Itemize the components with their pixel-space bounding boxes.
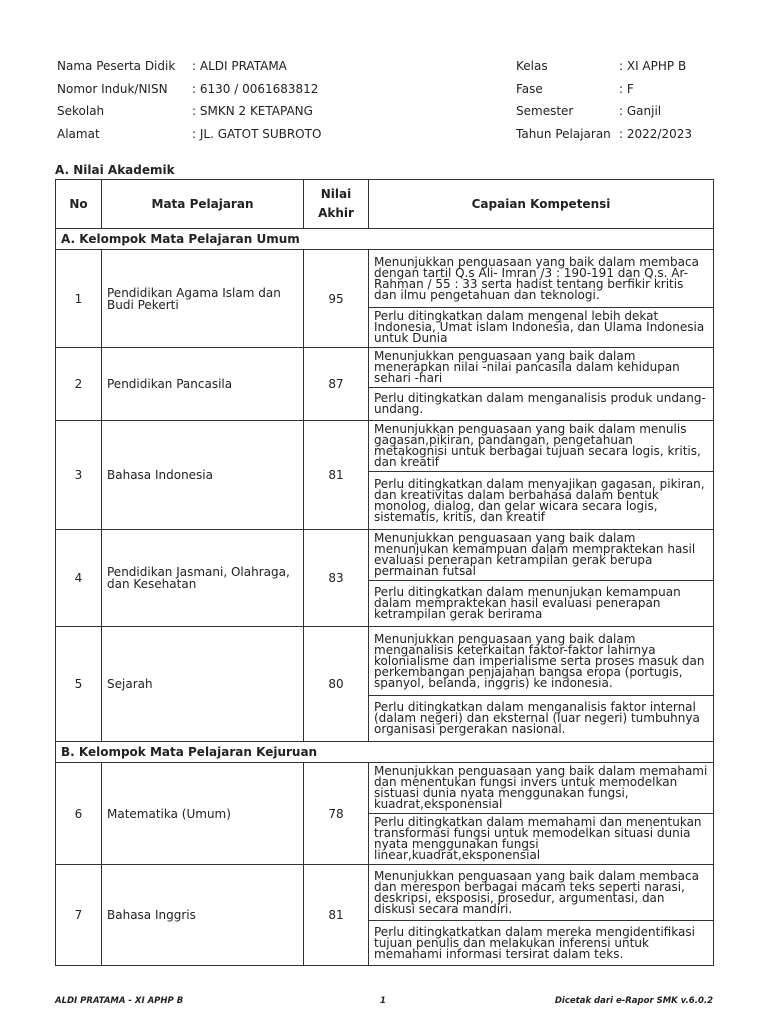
footer-student: ALDI PRATAMA - XI APHP B xyxy=(55,996,184,1006)
header-competency: Capaian Kompetensi xyxy=(369,180,714,229)
table-header-row xyxy=(56,180,714,229)
row-competency-strength: Menunjukkan penguasaan yang baik dalam membaca dan merespon berbagai macam teks seperti narasi, deskripsi, eksposisi, prosedur, argumentasi, dan diskusi secara mandiri. xyxy=(369,865,714,921)
info-row-address xyxy=(57,123,321,146)
row-score: 78 xyxy=(304,763,369,865)
row-no: 6 xyxy=(56,763,102,865)
row-subject: Sejarah xyxy=(102,627,304,742)
info-label: Tahun Pelajaran xyxy=(516,126,611,141)
info-value: : F xyxy=(619,81,634,96)
group-row xyxy=(56,229,714,250)
row-competency-strength: Menunjukkan penguasaan yang baik dalam menulis gagasan,pikiran, pandangan, pengetahuan metakognisi untuk berbagai tujuan secara logis, kritis, dan kreatif xyxy=(369,421,714,472)
group-title: B. Kelompok Mata Pelajaran Kejuruan xyxy=(56,742,714,763)
info-value: : SMKN 2 KETAPANG xyxy=(192,104,313,118)
row-score: 87 xyxy=(304,348,369,421)
row-competency-improve: Perlu ditingkatkan dalam menganalisis faktor internal (dalam negeri) dan eksternal (luar negeri) tumbuhnya organisasi pergerakan nasional. xyxy=(369,696,714,742)
info-label: Semester xyxy=(516,104,574,118)
row-score: 83 xyxy=(304,530,369,627)
student-info-left xyxy=(57,55,321,145)
row-no: 4 xyxy=(56,530,102,627)
group-title: A. Kelompok Mata Pelajaran Umum xyxy=(56,229,714,250)
info-value: : ALDI PRATAMA xyxy=(192,59,287,73)
row-no: 3 xyxy=(56,421,102,530)
info-value: : JL. GATOT SUBROTO xyxy=(192,126,322,141)
info-row-phase xyxy=(516,78,692,101)
table-row xyxy=(56,250,714,308)
header-subject: Mata Pelajaran xyxy=(102,180,304,229)
table-row xyxy=(56,421,714,472)
header-score-line2: Akhir xyxy=(318,206,354,220)
header-no: No xyxy=(56,180,102,229)
row-subject: Pendidikan Jasmani, Olahraga, dan Kesehatan xyxy=(102,530,304,627)
section-title: A. Nilai Akademik xyxy=(55,163,175,177)
group-row xyxy=(56,742,714,763)
info-label: Sekolah xyxy=(57,104,105,118)
info-row-class xyxy=(516,55,692,78)
info-value: : 2022/2023 xyxy=(619,126,692,141)
info-label: Alamat xyxy=(57,126,100,141)
row-subject: Matematika (Umum) xyxy=(102,763,304,865)
row-score: 81 xyxy=(304,865,369,966)
row-competency-strength: Menunjukkan penguasaan yang baik dalam memahami dan menentukan fungsi invers untuk memodelkan sistuasi dunia nyata menggunakan fungsi, kuadrat,eksponensial xyxy=(369,763,714,814)
info-row-school xyxy=(57,100,321,123)
info-value: : Ganjil xyxy=(619,104,662,118)
row-competency-strength: Menunjukkan penguasaan yang baik dalam membaca dengan tartil Q.s Ali- Imran /3 : 190-191 dan Q.s. Ar-Rahman / 55 : 33 serta hadist tentang berfikir kritis dan ilmu pengetahuan dan teknologi. xyxy=(369,250,714,308)
row-competency-improve: Perlu ditingkatkan dalam menyajikan gagasan, pikiran, dan kreativitas dalam berbahasa dalam bentuk monolog, dialog, dan gelar wicara secara logis, sistematis, kritis, dan kreatif xyxy=(369,472,714,530)
table-row xyxy=(56,530,714,581)
row-subject: Bahasa Inggris xyxy=(102,865,304,966)
row-score: 81 xyxy=(304,421,369,530)
info-label: Kelas xyxy=(516,59,548,73)
row-no: 5 xyxy=(56,627,102,742)
row-score: 95 xyxy=(304,250,369,348)
row-subject: Pendidikan Pancasila xyxy=(102,348,304,421)
info-row-name xyxy=(57,55,321,78)
table-row xyxy=(56,627,714,696)
row-competency-improve: Perlu ditingkatkan dalam memahami dan menentukan transformasi fungsi untuk memodelkan situasi dunia nyata menggunakan fungsi linear,kuadrat,eksponensial xyxy=(369,814,714,865)
row-competency-improve: Perlu ditingkatkatkan dalam mereka mengidentifikasi tujuan penulis dan melakukan inferensi untuk memahami informasi tersirat dalam teks. xyxy=(369,921,714,966)
row-subject: Pendidikan Agama Islam dan Budi Pekerti xyxy=(102,250,304,348)
row-score: 80 xyxy=(304,627,369,742)
footer-printed-by: Dicetak dari e-Rapor SMK v.6.0.2 xyxy=(554,996,713,1006)
info-label: Fase xyxy=(516,81,543,96)
row-competency-strength: Menunjukkan penguasaan yang baik dalam menunjukan kemampuan dalam mempraktekan hasil evaluasi penerapan ketrampilan gerak berupa permainan futsal xyxy=(369,530,714,581)
info-label: Nama Peserta Didik xyxy=(57,59,176,73)
header-score xyxy=(304,180,369,229)
info-label: Nomor Induk/NISN xyxy=(57,81,168,96)
row-competency-strength: Menunjukkan penguasaan yang baik dalam menerapkan nilai -nilai pancasila dalam kehidupan sehari -hari xyxy=(369,348,714,388)
grades-table xyxy=(55,179,714,966)
row-competency-improve: Perlu ditingkatkan dalam menganalisis produk undang-undang. xyxy=(369,388,714,421)
footer-page-number: 1 xyxy=(380,996,386,1006)
row-no: 2 xyxy=(56,348,102,421)
info-value: : XI APHP B xyxy=(619,59,687,73)
info-row-nisn xyxy=(57,78,321,101)
row-competency-improve: Perlu ditingkatkan dalam mengenal lebih dekat Indonesia, Umat islam Indonesia, dan Ulama Indonesia untuk Dunia xyxy=(369,308,714,348)
header-score-line1: Nilai xyxy=(320,187,352,201)
table-row xyxy=(56,865,714,921)
info-value: : 6130 / 0061683812 xyxy=(192,81,319,96)
student-info-right xyxy=(516,55,692,145)
table-row xyxy=(56,763,714,814)
row-competency-strength: Menunjukkan penguasaan yang baik dalam menganalisis keterkaitan faktor-faktor lahirnya kolonialisme dan imperialisme serta proses masuk dan perkembangan penjajahan bangsa eropa (portugis, spanyol, belanda, inggris) ke indonesia. xyxy=(369,627,714,696)
info-row-year xyxy=(516,123,692,146)
row-subject: Bahasa Indonesia xyxy=(102,421,304,530)
info-row-semester xyxy=(516,100,692,123)
table-row xyxy=(56,348,714,388)
row-competency-improve: Perlu ditingkatkan dalam menunjukan kemampuan dalam mempraktekan hasil evaluasi penerapan ketrampilan gerak berirama xyxy=(369,581,714,627)
row-no: 1 xyxy=(56,250,102,348)
row-no: 7 xyxy=(56,865,102,966)
